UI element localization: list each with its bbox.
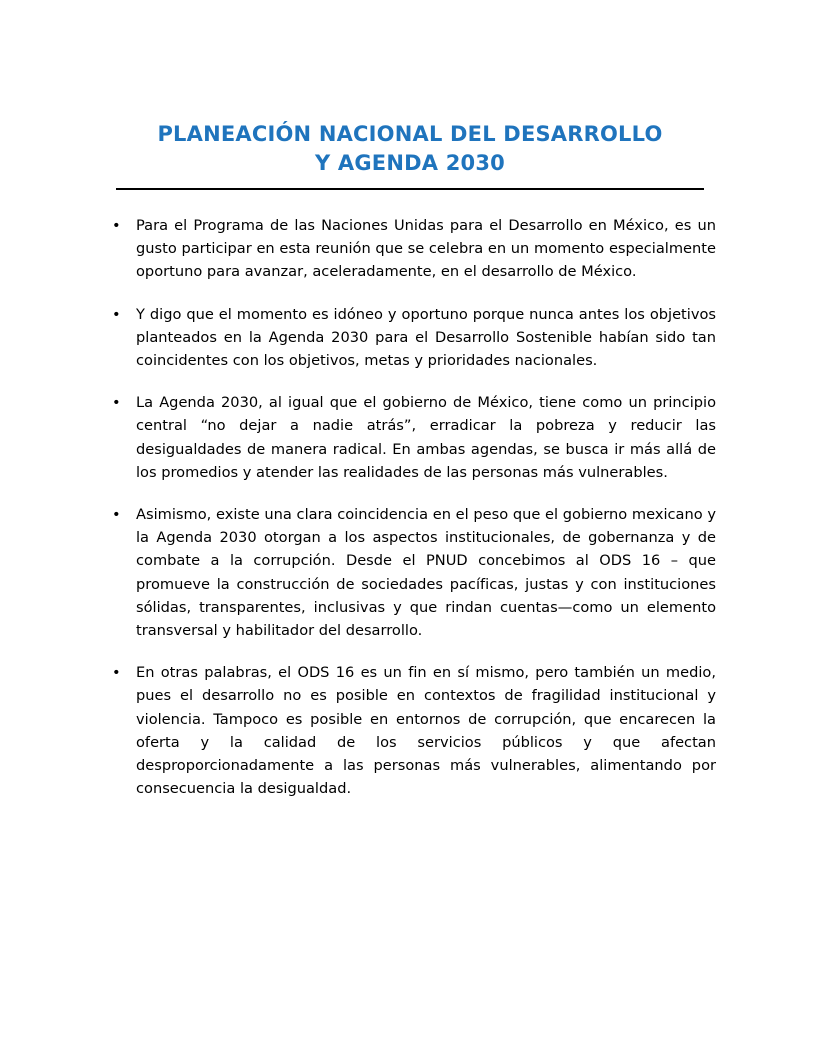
- bullet-icon: •: [112, 506, 121, 524]
- title-divider: [116, 188, 704, 190]
- bullet-icon: •: [112, 664, 121, 682]
- bullet-icon: •: [112, 394, 121, 412]
- page-title-line-2: Y AGENDA 2030: [315, 151, 505, 175]
- paragraph-text: En otras palabras, el ODS 16 es un fin en sí mismo, pero también un medio, pues el desarrollo no es posible en contextos de fragilidad institucional y violencia. Tampoco es posible en entornos de corrupción, que encarecen la oferta y la calidad de los servicios públicos y que afectan desproporcionadamente a las personas más vulnerables, alimentando por consecuencia la desigualdad.: [136, 664, 716, 798]
- list-item: [104, 503, 716, 642]
- paragraph-text: Y digo que el momento es idóneo y oportuno porque nunca antes los objetivos planteados en la Agenda 2030 para el Desarrollo Sostenible habían sido tan coincidentes con los objetivos, metas y prioridades nacionales.: [136, 305, 716, 370]
- list-item: [104, 214, 716, 284]
- page-title: [104, 120, 716, 178]
- bullet-icon: •: [112, 217, 121, 234]
- paragraph-list: [104, 214, 716, 800]
- bullet-icon: •: [112, 305, 121, 323]
- list-item: [104, 391, 716, 484]
- list-item: [104, 303, 716, 373]
- list-item: [104, 661, 716, 800]
- paragraph-text: La Agenda 2030, al igual que el gobierno de México, tiene como un principio central “no dejar a nadie atrás”, erradicar la pobreza y reducir las desigualdades de manera radical. En ambas agendas, se busca ir más allá de los promedios y atender las realidades de las personas más vulnerables.: [136, 394, 716, 481]
- paragraph-text: Para el Programa de las Naciones Unidas para el Desarrollo en México, es un gusto participar en esta reunión que se celebra en un momento especialmente oportuno para avanzar, aceleradamente, en el desarrollo de México.: [136, 217, 716, 281]
- paragraph-text: Asimismo, existe una clara coincidencia en el peso que el gobierno mexicano y la Agenda 2030 otorgan a los aspectos institucionales, de gobernanza y de combate a la corrupción. Desde el PNUD concebimos al ODS 16 – que promueve la construcción de sociedades pacíficas, justas y con instituciones sólidas, transparentes, inclusivas y que rindan cuentas—como un elemento transversal y habilitador del desarrollo.: [136, 506, 716, 640]
- page-title-line-1: PLANEACIÓN NACIONAL DEL DESARROLLO: [157, 122, 663, 146]
